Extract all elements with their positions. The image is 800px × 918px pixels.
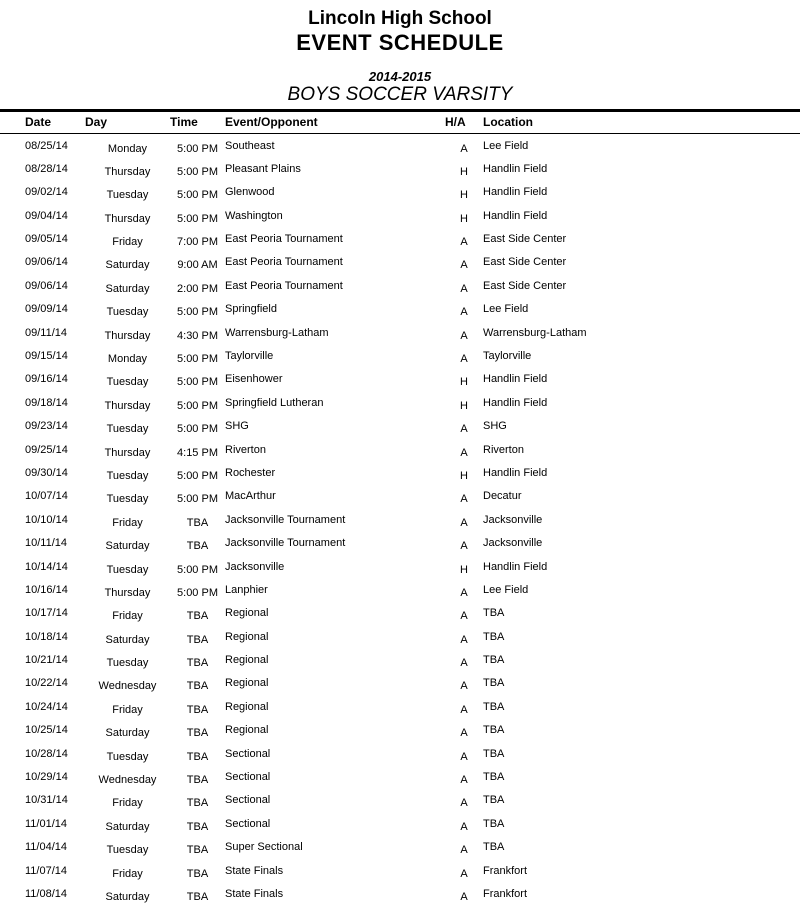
cell-location: East Side Center	[483, 256, 567, 269]
cell-time: TBA	[186, 727, 209, 740]
cell-date: 11/08/14	[25, 887, 68, 900]
cell-time: TBA	[186, 540, 209, 553]
cell-date: 10/07/14	[25, 490, 68, 503]
cell-ha: A	[460, 516, 468, 529]
cell-location: Jacksonville	[483, 537, 543, 550]
cell-day: Friday	[112, 797, 143, 810]
cell-date: 09/02/14	[25, 186, 68, 199]
cell-day: Saturday	[105, 540, 150, 553]
cell-location: Frankfort	[483, 887, 528, 900]
cell-ha: A	[460, 680, 468, 693]
cell-day: Tuesday	[106, 423, 149, 436]
cell-ha: A	[460, 423, 468, 436]
cell-date: 09/06/14	[25, 256, 68, 269]
cell-date: 09/05/14	[25, 233, 68, 246]
cell-ha: H	[460, 165, 468, 178]
cell-ha: A	[460, 703, 468, 716]
cell-day: Tuesday	[106, 306, 149, 319]
cell-event: Taylorville	[225, 349, 274, 362]
table-row	[0, 251, 800, 274]
table-row	[0, 672, 800, 695]
table-row	[0, 555, 800, 578]
cell-event: Glenwood	[225, 186, 275, 199]
table-row	[0, 789, 800, 812]
cell-event: Jacksonville Tournament	[225, 513, 346, 526]
cell-time: 5:00 PM	[177, 142, 218, 155]
cell-event: East Peoria Tournament	[225, 256, 343, 269]
cell-date: 09/18/14	[25, 396, 68, 409]
cell-location: East Side Center	[483, 279, 567, 292]
cell-date: 10/22/14	[25, 677, 68, 690]
cell-date: 10/16/14	[25, 583, 68, 596]
table-row	[0, 204, 800, 227]
table-row	[0, 602, 800, 625]
table-row	[0, 836, 800, 859]
cell-day: Tuesday	[106, 657, 149, 670]
table-row	[0, 508, 800, 531]
cell-time: TBA	[186, 633, 209, 646]
cell-location: Taylorville	[483, 349, 532, 362]
cell-date: 11/01/14	[25, 817, 68, 830]
cell-event: Regional	[225, 630, 269, 643]
cell-day: Tuesday	[106, 493, 149, 506]
cell-date: 10/18/14	[25, 630, 68, 643]
cell-time: 5:00 PM	[177, 352, 218, 365]
cell-ha: A	[460, 890, 468, 903]
cell-location: Handlin Field	[483, 162, 548, 175]
cell-date: 09/09/14	[25, 303, 68, 316]
cell-ha: A	[460, 306, 468, 319]
cell-date: 09/06/14	[25, 279, 68, 292]
cell-time: TBA	[186, 797, 209, 810]
table-row	[0, 274, 800, 297]
cell-date: 10/17/14	[25, 607, 68, 620]
cell-time: 5:00 PM	[177, 189, 218, 202]
cell-ha: A	[460, 867, 468, 880]
cell-time: 2:00 PM	[177, 282, 218, 295]
cell-location: TBA	[483, 677, 505, 690]
school-name: Lincoln High School	[308, 8, 492, 29]
table-row	[0, 321, 800, 344]
cell-event: Regional	[225, 654, 269, 667]
cell-date: 10/14/14	[25, 560, 68, 573]
cell-date: 10/21/14	[25, 654, 68, 667]
cell-date: 09/16/14	[25, 373, 68, 386]
document-header	[0, 0, 800, 106]
cell-ha: A	[460, 797, 468, 810]
cell-location: TBA	[483, 654, 505, 667]
cell-event: Regional	[225, 700, 269, 713]
cell-time: TBA	[186, 657, 209, 670]
cell-time: TBA	[186, 680, 209, 693]
cell-location: Decatur	[483, 490, 522, 503]
table-row	[0, 882, 800, 905]
cell-location: Lee Field	[483, 139, 529, 152]
table-row	[0, 227, 800, 250]
cell-day: Thursday	[104, 399, 151, 412]
table-row	[0, 157, 800, 180]
cell-day: Saturday	[105, 727, 150, 740]
cell-date: 09/15/14	[25, 349, 68, 362]
cell-location: TBA	[483, 794, 505, 807]
cell-day: Friday	[112, 867, 143, 880]
cell-location: Handlin Field	[483, 466, 548, 479]
cell-day: Tuesday	[106, 469, 149, 482]
table-row	[0, 742, 800, 765]
cell-event: Springfield	[225, 303, 277, 316]
cell-date: 08/25/14	[25, 139, 68, 152]
cell-date: 10/29/14	[25, 771, 68, 784]
cell-time: 5:00 PM	[177, 306, 218, 319]
cell-date: 10/31/14	[25, 794, 68, 807]
cell-day: Wednesday	[98, 680, 157, 693]
cell-time: TBA	[186, 750, 209, 763]
cell-day: Tuesday	[106, 563, 149, 576]
cell-time: 5:00 PM	[177, 469, 218, 482]
cell-time: 5:00 PM	[177, 399, 218, 412]
cell-event: Pleasant Plains	[225, 162, 301, 175]
cell-time: 4:30 PM	[177, 329, 218, 342]
cell-ha: A	[460, 259, 468, 272]
column-header-day: Day	[85, 115, 108, 130]
table-row	[0, 438, 800, 461]
cell-event: Sectional	[225, 747, 271, 760]
cell-date: 10/28/14	[25, 747, 68, 760]
cell-event: Springfield Lutheran	[225, 396, 324, 409]
cell-date: 09/25/14	[25, 443, 68, 456]
cell-location: Handlin Field	[483, 560, 548, 573]
cell-time: 5:00 PM	[177, 212, 218, 225]
cell-location: Handlin Field	[483, 396, 548, 409]
table-row	[0, 648, 800, 671]
team-name: BOYS SOCCER VARSITY	[287, 84, 513, 106]
cell-ha: A	[460, 446, 468, 459]
cell-day: Friday	[112, 516, 143, 529]
cell-ha: A	[460, 493, 468, 506]
cell-ha: A	[460, 586, 468, 599]
cell-event: Southeast	[225, 139, 275, 152]
cell-time: TBA	[186, 703, 209, 716]
cell-day: Thursday	[104, 329, 151, 342]
column-header-date: Date	[25, 115, 52, 130]
cell-time: 5:00 PM	[177, 376, 218, 389]
cell-time: TBA	[186, 774, 209, 787]
page-title: EVENT SCHEDULE	[296, 29, 504, 55]
table-row	[0, 298, 800, 321]
cell-date: 09/11/14	[25, 326, 68, 339]
cell-event: Jacksonville Tournament	[225, 537, 346, 550]
cell-ha: A	[460, 844, 468, 857]
cell-location: Riverton	[483, 443, 524, 456]
cell-date: 09/04/14	[25, 209, 68, 222]
cell-date: 11/07/14	[25, 864, 68, 877]
schedule-table-body	[0, 134, 800, 906]
table-row	[0, 531, 800, 554]
cell-time: TBA	[186, 516, 209, 529]
cell-event: Regional	[225, 607, 269, 620]
cell-time: 5:00 PM	[177, 423, 218, 436]
cell-ha: H	[460, 189, 468, 202]
cell-day: Saturday	[105, 259, 150, 272]
cell-ha: A	[460, 282, 468, 295]
column-header-ha: H/A	[445, 115, 466, 130]
cell-ha: A	[460, 633, 468, 646]
cell-location: TBA	[483, 607, 505, 620]
table-row	[0, 344, 800, 367]
cell-ha: A	[460, 540, 468, 553]
cell-ha: A	[460, 774, 468, 787]
cell-event: State Finals	[225, 864, 284, 877]
cell-time: TBA	[186, 890, 209, 903]
cell-location: Handlin Field	[483, 373, 548, 386]
cell-ha: A	[460, 329, 468, 342]
cell-ha: H	[460, 376, 468, 389]
cell-location: TBA	[483, 747, 505, 760]
schedule-table	[0, 109, 800, 905]
table-row	[0, 461, 800, 484]
cell-event: Riverton	[225, 443, 266, 456]
cell-event: Eisenhower	[225, 373, 283, 386]
cell-time: 4:15 PM	[177, 446, 218, 459]
table-row	[0, 414, 800, 437]
table-row	[0, 391, 800, 414]
cell-time: 7:00 PM	[177, 236, 218, 249]
cell-day: Thursday	[104, 446, 151, 459]
cell-day: Wednesday	[98, 774, 157, 787]
table-row	[0, 812, 800, 835]
cell-day: Saturday	[105, 820, 150, 833]
table-row	[0, 578, 800, 601]
cell-location: SHG	[483, 420, 507, 433]
cell-location: TBA	[483, 630, 505, 643]
column-header-time: Time	[170, 115, 198, 130]
table-row	[0, 859, 800, 882]
cell-day: Thursday	[104, 212, 151, 225]
cell-location: Jacksonville	[483, 513, 543, 526]
cell-event: Lanphier	[225, 583, 268, 596]
cell-time: 9:00 AM	[177, 259, 218, 272]
cell-time: TBA	[186, 820, 209, 833]
cell-event: Sectional	[225, 794, 271, 807]
cell-event: Jacksonville	[225, 560, 285, 573]
cell-day: Thursday	[104, 586, 151, 599]
cell-location: Lee Field	[483, 583, 529, 596]
cell-time: 5:00 PM	[177, 165, 218, 178]
cell-event: Sectional	[225, 771, 271, 784]
cell-ha: H	[460, 212, 468, 225]
cell-time: TBA	[186, 610, 209, 623]
cell-ha: H	[460, 469, 468, 482]
cell-day: Friday	[112, 610, 143, 623]
table-row	[0, 368, 800, 391]
cell-location: TBA	[483, 817, 505, 830]
cell-day: Tuesday	[106, 376, 149, 389]
column-header-location: Location	[483, 115, 533, 130]
cell-event: Rochester	[225, 466, 276, 479]
cell-day: Tuesday	[106, 750, 149, 763]
cell-event: SHG	[225, 420, 249, 433]
cell-location: TBA	[483, 700, 505, 713]
cell-ha: A	[460, 820, 468, 833]
cell-date: 10/10/14	[25, 513, 68, 526]
cell-ha: A	[460, 352, 468, 365]
cell-location: TBA	[483, 841, 505, 854]
table-row	[0, 485, 800, 508]
cell-day: Saturday	[105, 633, 150, 646]
cell-day: Monday	[107, 142, 148, 155]
cell-event: Regional	[225, 724, 269, 737]
cell-date: 10/24/14	[25, 700, 68, 713]
cell-location: Handlin Field	[483, 209, 548, 222]
cell-day: Saturday	[105, 890, 150, 903]
cell-ha: A	[460, 657, 468, 670]
cell-event: East Peoria Tournament	[225, 233, 343, 246]
cell-date: 08/28/14	[25, 162, 68, 175]
cell-location: TBA	[483, 771, 505, 784]
table-row	[0, 719, 800, 742]
cell-location: Warrensburg-Latham	[483, 326, 587, 339]
cell-event: Regional	[225, 677, 269, 690]
cell-time: 5:00 PM	[177, 493, 218, 506]
cell-location: TBA	[483, 724, 505, 737]
table-row	[0, 181, 800, 204]
table-row	[0, 765, 800, 788]
column-header-event: Event/Opponent	[225, 115, 318, 130]
cell-ha: H	[460, 563, 468, 576]
cell-event: State Finals	[225, 887, 284, 900]
cell-ha: A	[460, 750, 468, 763]
cell-time: TBA	[186, 867, 209, 880]
cell-location: Lee Field	[483, 303, 529, 316]
cell-day: Friday	[112, 703, 143, 716]
cell-date: 10/25/14	[25, 724, 68, 737]
cell-event: Warrensburg-Latham	[225, 326, 329, 339]
cell-location: East Side Center	[483, 233, 567, 246]
cell-ha: H	[460, 399, 468, 412]
cell-event: Sectional	[225, 817, 271, 830]
cell-time: 5:00 PM	[177, 586, 218, 599]
cell-location: Frankfort	[483, 864, 528, 877]
cell-ha: A	[460, 142, 468, 155]
season-label: 2014-2015	[368, 69, 432, 85]
cell-day: Monday	[107, 352, 148, 365]
cell-event: Super Sectional	[225, 841, 303, 854]
cell-day: Saturday	[105, 282, 150, 295]
cell-time: 5:00 PM	[177, 563, 218, 576]
table-row	[0, 134, 800, 157]
cell-time: TBA	[186, 844, 209, 857]
cell-date: 09/23/14	[25, 420, 68, 433]
cell-event: MacArthur	[225, 490, 276, 503]
cell-ha: A	[460, 727, 468, 740]
cell-date: 11/04/14	[25, 841, 68, 854]
table-row	[0, 625, 800, 648]
cell-date: 09/30/14	[25, 466, 68, 479]
cell-event: East Peoria Tournament	[225, 279, 343, 292]
table-header-row	[0, 111, 800, 134]
cell-location: Handlin Field	[483, 186, 548, 199]
table-row	[0, 695, 800, 718]
cell-ha: A	[460, 610, 468, 623]
cell-event: Washington	[225, 209, 283, 222]
cell-day: Thursday	[104, 165, 151, 178]
cell-ha: A	[460, 236, 468, 249]
cell-day: Friday	[112, 236, 143, 249]
cell-date: 10/11/14	[25, 537, 68, 550]
cell-day: Tuesday	[106, 844, 149, 857]
cell-day: Tuesday	[106, 189, 149, 202]
